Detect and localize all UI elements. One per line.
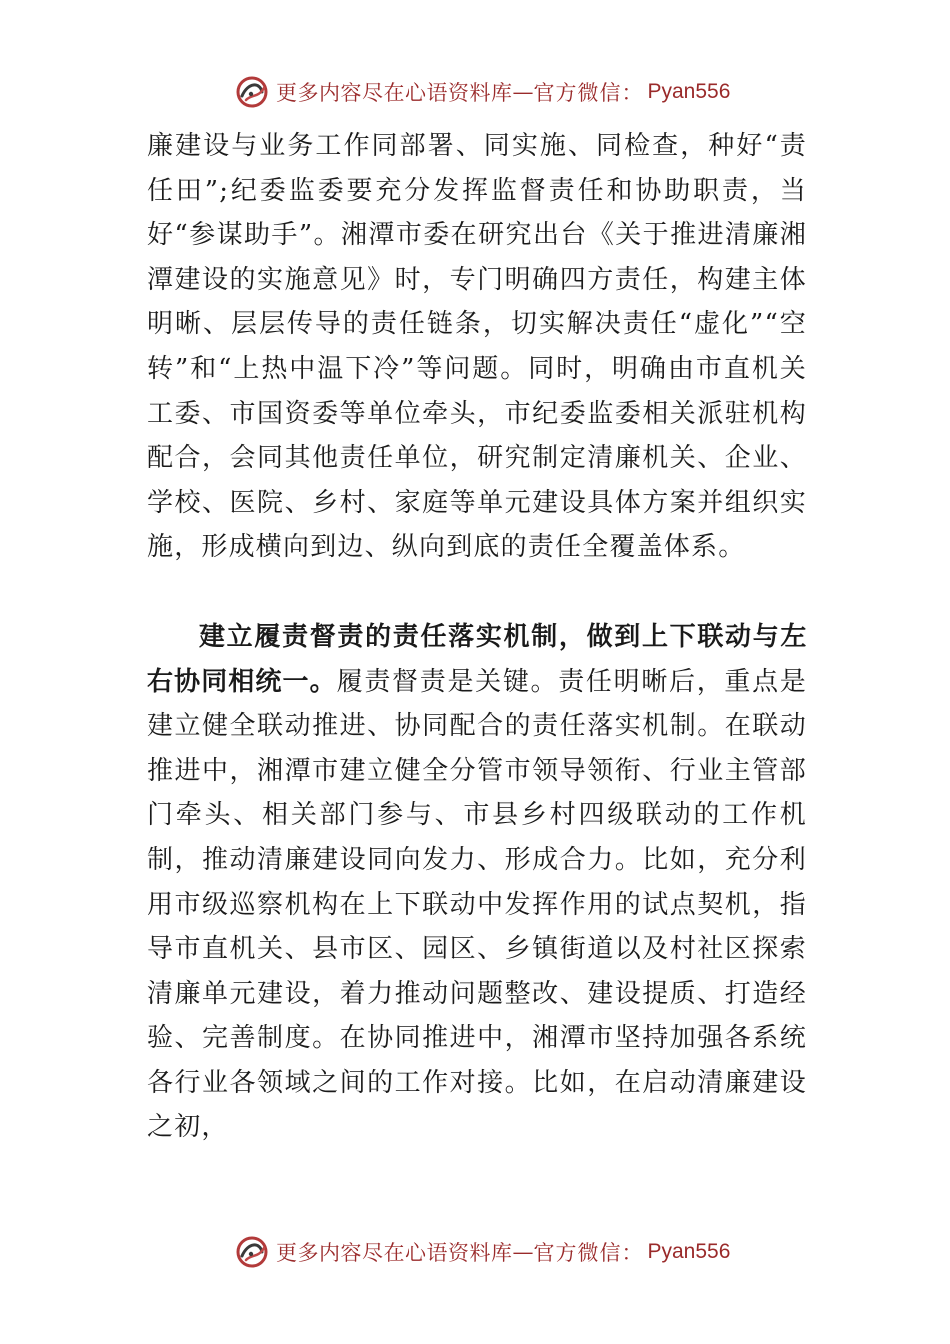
wechat-id: Pyan556 (647, 80, 731, 103)
wechat-id: Pyan556 (647, 1240, 731, 1263)
banner-separator: — (512, 80, 534, 104)
paragraph-2 (147, 615, 807, 1150)
paragraph-2-lead: 建立履责督责的责任落实机制，做到上下联动与左右协同相统一。 (147, 621, 807, 697)
swirl-logo-icon (234, 74, 270, 110)
header-banner (234, 72, 754, 112)
swirl-logo-icon (234, 1234, 270, 1270)
wechat-label: 官方微信： (533, 1241, 644, 1265)
paragraph-2-body: 履责督责是关键。责任明晰后，重点是建立健全联动推进、协同配合的责任落实机制。在联动推进中，湘潭市建立健全分管市领导领衔、行业主管部门牵头、相关部门参与、市县乡村四级联动的工作机制，推动清廉建设同向发力、形成合力。比如，充分利用市级巡察机构在上下联动中发挥作用的试点契机，指导市直机关、县市区、园区、乡镇街道以及村社区探索清廉单元建设，着力推动问题整改、建设提质、打造经验、完善制度。在协同推进中，湘潭市坚持加强各系统各行业各领域之间的工作对接。比如，在启动清廉建设之初， (147, 666, 807, 1143)
wechat-label: 官方微信： (533, 81, 644, 105)
document-body (147, 124, 807, 1150)
banner-separator: — (512, 1240, 534, 1264)
paragraph-1: 廉建设与业务工作同部署、同实施、同检查，种好“责任田”;纪委监委要充分发挥监督责任和协助职责，当好“参谋助手”。湘潭市委在研究出台《关于推进清廉湘潭建设的实施意见》时，专门明确四方责任，构建主体明晰、层层传导的责任链条，切实解决责任“虚化”“空转”和“上热中温下冷”等问题。同时，明确由市直机关工委、市国资委等单位牵头，市纪委监委相关派驻机构配合，会同其他责任单位，研究制定清廉机关、企业、学校、医院、乡村、家庭等单元建设具体方案并组织实施，形成横向到边、纵向到底的责任全覆盖体系。 (147, 131, 807, 563)
brand-text: 更多内容尽在心语资料库 (276, 1241, 513, 1265)
footer-banner (234, 1232, 754, 1272)
brand-text: 更多内容尽在心语资料库 (276, 81, 513, 105)
